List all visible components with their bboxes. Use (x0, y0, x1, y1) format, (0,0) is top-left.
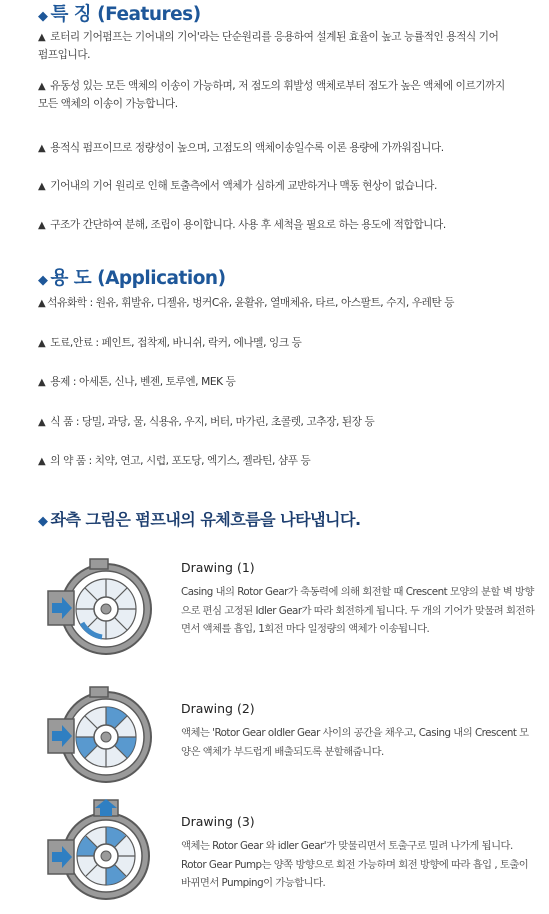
triangle-bullet-icon: ▲ (38, 220, 46, 231)
pump-drawing-1-illustration (44, 555, 162, 661)
features-item-3: ▲ 용적식 펌프이므로 정량성이 높으며, 고점도의 액체이송일수록 이론 용량에 가까워집니다. (38, 140, 508, 158)
features-item-4: ▲ 기어내의 기어 원리로 인해 토출측에서 액체가 심하게 교반하거나 맥동 현상이 없습니다. (38, 178, 508, 196)
triangle-bullet-icon: ▲ (38, 181, 46, 192)
pump-drawing-3-illustration (44, 798, 162, 904)
drawing-1-title: Drawing (1) (181, 560, 255, 575)
application-item-3: ▲ 용제 : 아세톤, 신나, 벤젠, 토루엔, MEK 등 (38, 374, 508, 392)
application-heading (38, 264, 226, 290)
drawing-3-text: 액체는 Rotor Gear 와 idler Gear'가 맞물리면서 토출구로 밀려 나가게 됩니다. Rotor Gear Pump는 양쪽 방향으로 회전 가능하며 회전 방향에 따라 흡입 , 토출이 바뀌면서 Pumping이 가능합니다. (181, 840, 529, 889)
drawing-3-title: Drawing (3) (181, 814, 255, 829)
triangle-bullet-icon: ▲ (38, 143, 46, 154)
triangle-bullet-icon: ▲ (38, 81, 46, 92)
flow-title: 좌측 그림은 펌프내의 유체흐름을 나타냅니다. (50, 510, 361, 529)
application-item-5: ▲ 의 약 품 : 치약, 연고, 시럽, 포도당, 엑기스, 젤라틴, 샴푸 등 (38, 453, 508, 471)
diamond-bullet-icon: ◆ (38, 9, 48, 24)
application-item-2: ▲ 도료,안료 : 페인트, 접착제, 바니쉬, 락커, 에나멜, 잉크 등 (38, 335, 508, 353)
features-heading (38, 0, 201, 26)
rotor-gear (76, 707, 136, 767)
application-item-4: ▲ 식 품 : 당밀, 과당, 물, 식용유, 우지, 버터, 마가린, 초콜렛, 고추장, 된장 등 (38, 414, 508, 432)
drawing-2-title: Drawing (2) (181, 701, 255, 716)
triangle-bullet-icon: ▲ (38, 456, 46, 467)
diamond-bullet-icon: ◆ (38, 273, 48, 288)
triangle-bullet-icon: ▲ (38, 338, 46, 349)
application-title: 용 도 (Application) (50, 268, 226, 289)
triangle-bullet-icon: ▲ (38, 417, 46, 428)
triangle-bullet-icon: ▲ (38, 32, 46, 43)
rotor-gear (77, 827, 135, 885)
application-item-1: ▲ 석유화학 : 원유, 휘발유, 디젤유, 벙커C유, 윤활유, 열매체유, 타르, 아스팔트, 수지, 우레탄 등 (38, 295, 508, 313)
drawing-1-text: Casing 내의 Rotor Gear가 축동력에 의해 회전할 때 Crescent 모양의 분할 벽 방향으로 편심 고정된 Idler Gear가 따라 회전하게 됩니다. 두 개의 기어가 맞물려 회전하면서 액체를 흡입, 1회전 마다 일정량의 액체가 이송됩니다. (181, 586, 535, 635)
diamond-bullet-icon: ◆ (38, 514, 48, 529)
flow-heading (38, 507, 361, 530)
triangle-bullet-icon: ▲ (38, 377, 46, 388)
inlet-pipe (48, 591, 74, 625)
inlet-pipe (48, 719, 74, 753)
features-item-5: ▲ 구조가 간단하여 분해, 조립이 용이합니다. 사용 후 세척을 필요로 하는 용도에 적합합니다. (38, 217, 508, 235)
features-item-1: ▲ 로터리 기어펌프는 기어내의 기어'라는 단순원리를 응용하여 설계된 효율이 높고 능률적인 용적식 기어펌프입니다. (38, 31, 499, 61)
pump-drawing-2-illustration (44, 683, 162, 789)
features-title: 특 징 (Features) (50, 4, 201, 25)
triangle-bullet-icon: ▲ (38, 298, 46, 309)
drawing-2-text: 액체는 'Rotor Gear oIdler Gear 사이의 공간을 채우고, Casing 내의 Crescent 모양은 액체가 부드럽게 배출되도록 분할해줍니다. (181, 727, 529, 758)
features-item-2: ▲ 유동성 있는 모든 액체의 이송이 가능하며, 저 점도의 휘발성 액체로부터 점도가 높은 액체에 이르기까지 모든 액체의 이송이 가능합니다. (38, 80, 505, 110)
inlet-pipe (48, 840, 74, 874)
